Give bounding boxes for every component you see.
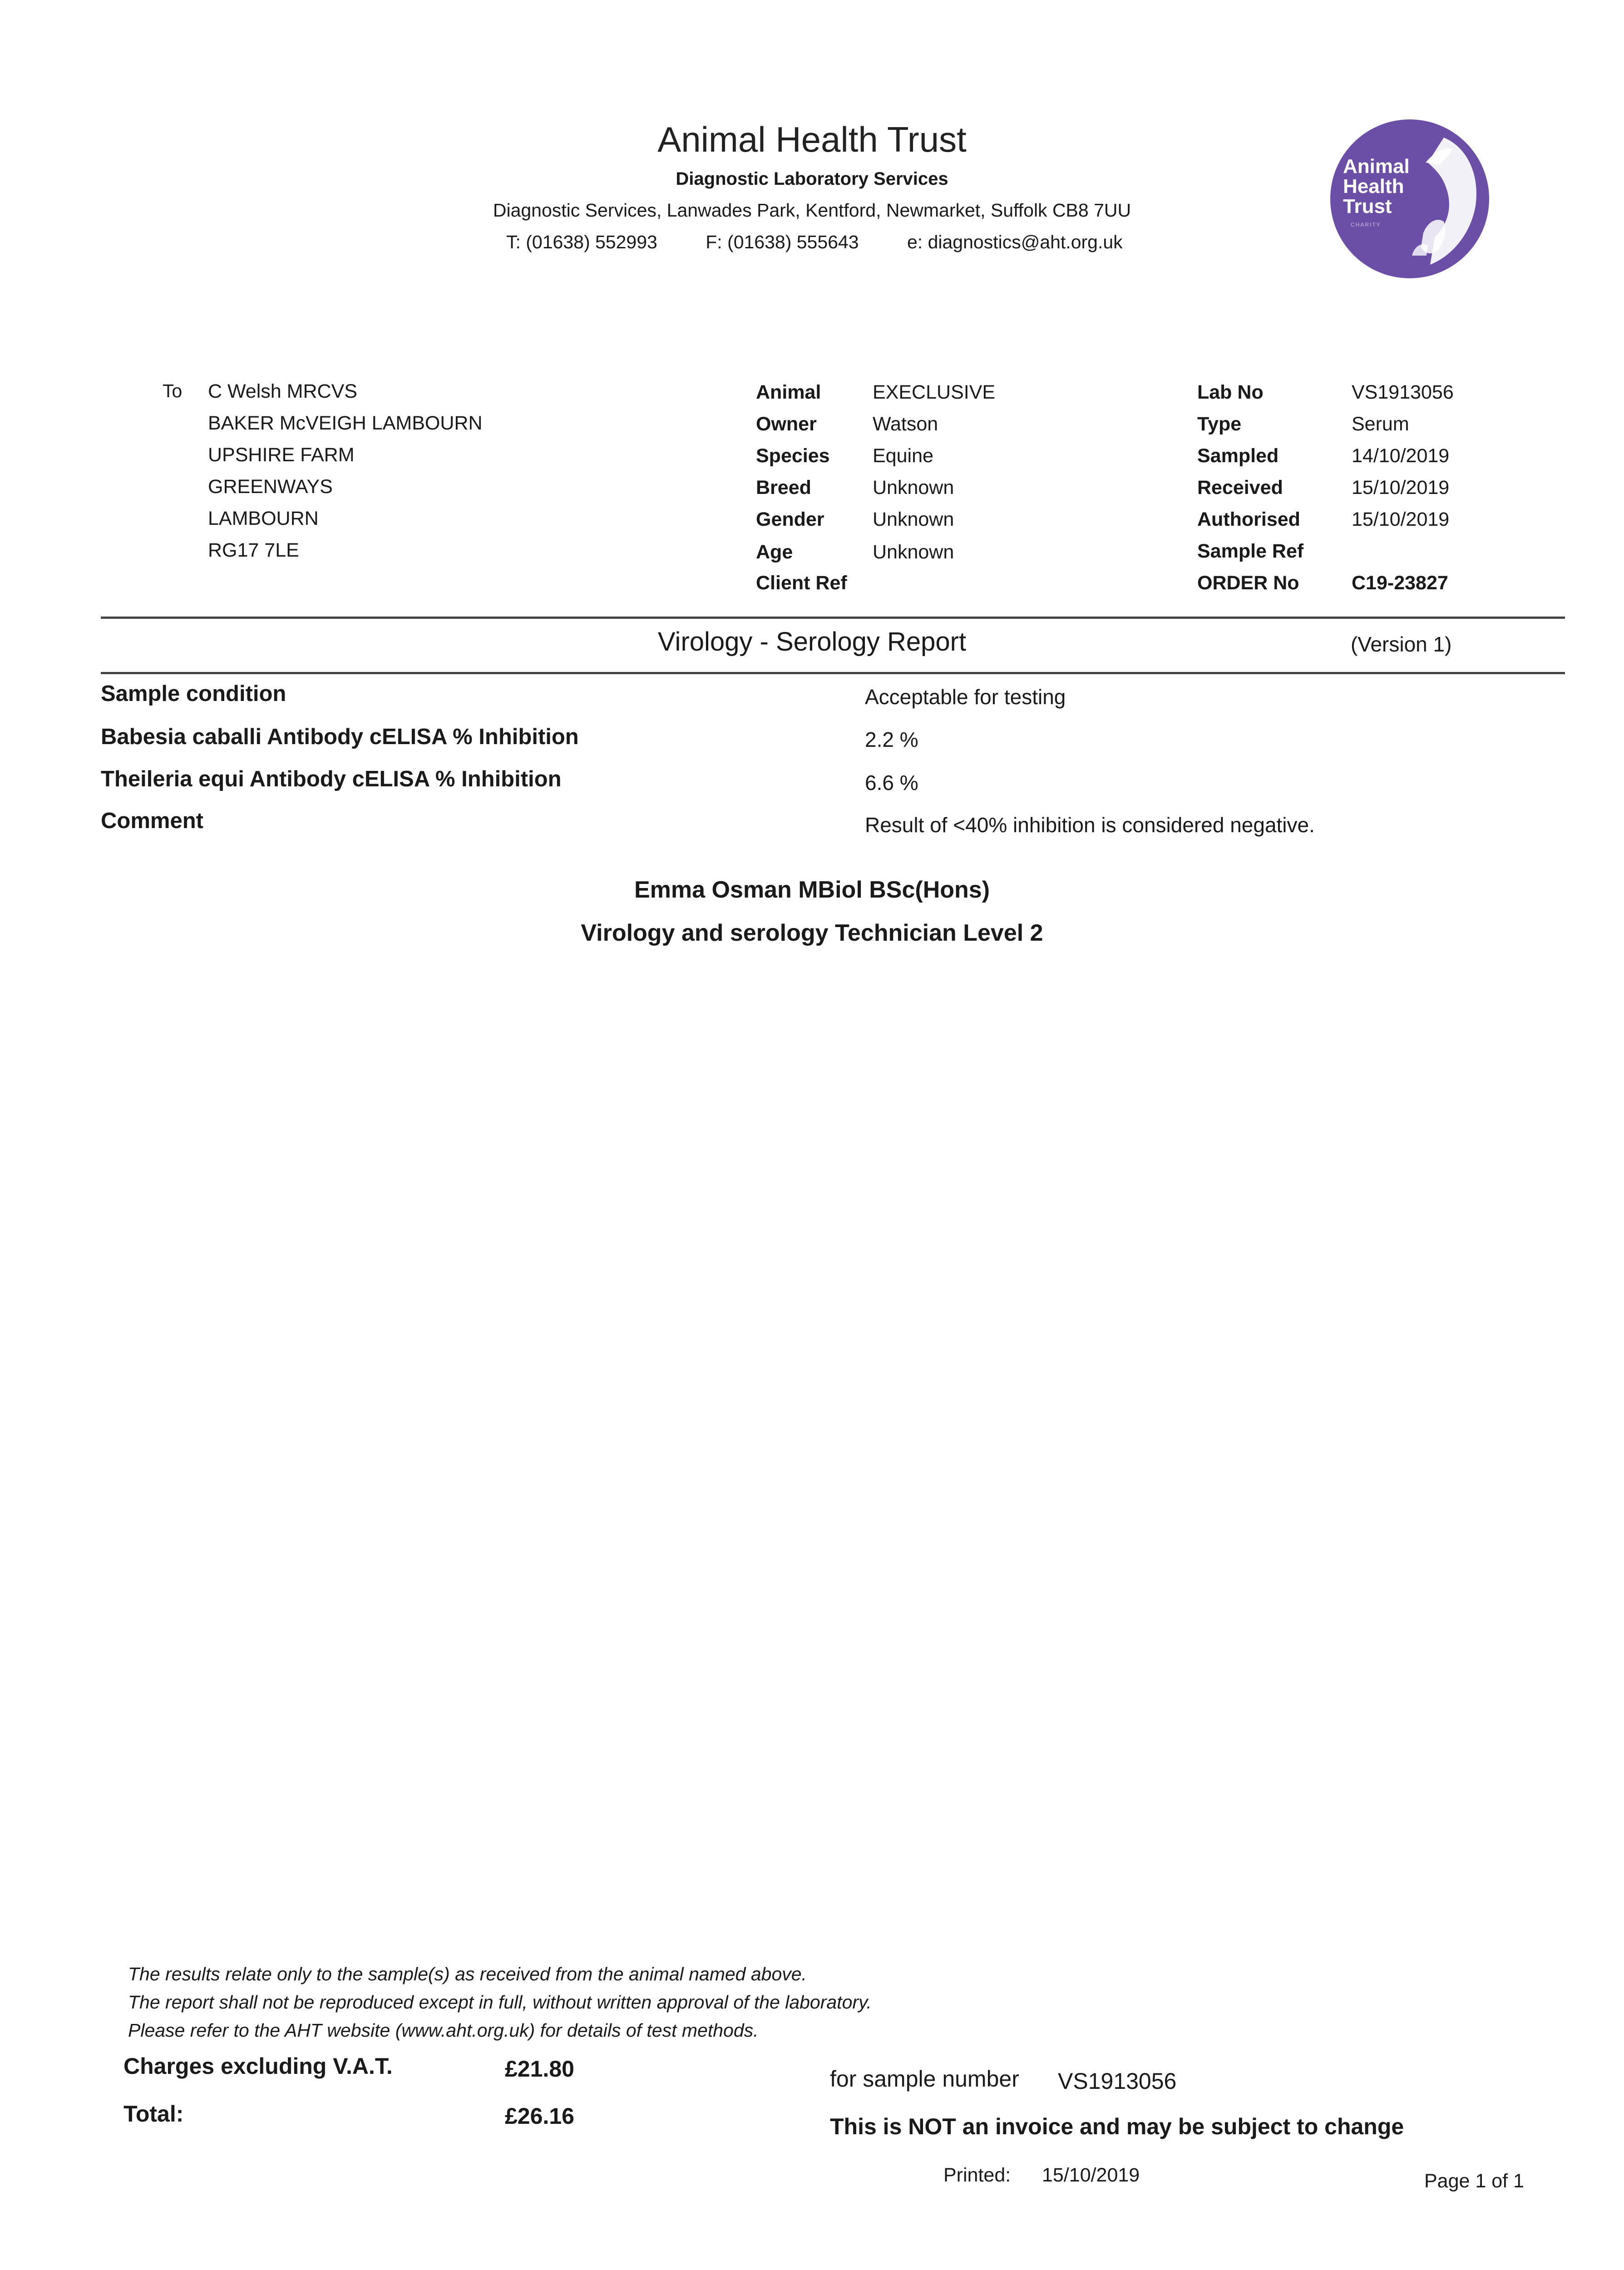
result-label: Babesia caballi Antibody cELISA % Inhibition <box>101 725 579 749</box>
not-invoice-notice: This is NOT an invoice and may be subject to change <box>830 2114 1404 2139</box>
result-value: Acceptable for testing <box>865 685 1066 709</box>
signatory-role: Virology and serology Technician Level 2 <box>581 920 1043 946</box>
authorised-value: 15/10/2019 <box>1352 508 1450 530</box>
sample-ref-label: Sample Ref <box>1197 540 1304 562</box>
recipient-line: BAKER McVEIGH LAMBOURN <box>208 412 483 434</box>
phone-number: T: (01638) 552993 <box>506 232 657 252</box>
type-value: Serum <box>1352 413 1409 435</box>
order-no-value: C19-23827 <box>1352 572 1448 594</box>
recipient-line: LAMBOURN <box>208 508 319 529</box>
sampled-value: 14/10/2019 <box>1352 445 1450 467</box>
order-no-label: ORDER No <box>1197 572 1299 594</box>
recipient-line: RG17 7LE <box>208 539 299 561</box>
gender-label: Gender <box>756 508 824 530</box>
authorised-label: Authorised <box>1197 508 1300 530</box>
recipient-line: GREENWAYS <box>208 476 333 498</box>
divider-top <box>101 617 1565 619</box>
breed-label: Breed <box>756 477 811 498</box>
result-value: Result of <40% inhibition is considered negative. <box>865 813 1315 837</box>
gender-value: Unknown <box>873 508 954 530</box>
org-name: Animal Health Trust <box>657 119 967 159</box>
age-value: Unknown <box>873 541 954 563</box>
client-ref-label: Client Ref <box>756 572 847 594</box>
received-label: Received <box>1197 477 1283 498</box>
species-value: Equine <box>873 445 933 467</box>
for-sample-label: for sample number <box>830 2066 1019 2092</box>
fax-number: F: (01638) 555643 <box>706 232 859 252</box>
lab-no-label: Lab No <box>1197 381 1264 403</box>
owner-label: Owner <box>756 413 817 435</box>
printed-date: 15/10/2019 <box>1042 2164 1140 2186</box>
result-label: Theileria equi Antibody cELISA % Inhibition <box>101 767 562 791</box>
logo-wordmark: Animal Health Trust <box>1343 155 1410 217</box>
total-value: £26.16 <box>505 2103 574 2129</box>
for-sample-value: VS1913056 <box>1058 2068 1177 2094</box>
divider-bottom <box>101 672 1565 674</box>
result-label: Sample condition <box>101 681 286 706</box>
to-label: To <box>163 380 183 401</box>
result-value: 2.2 % <box>865 728 918 751</box>
animal-value: EXECLUSIVE <box>873 381 996 403</box>
result-label: Comment <box>101 809 203 833</box>
animal-label: Animal <box>756 381 821 403</box>
charges-value: £21.80 <box>505 2056 574 2082</box>
recipient-line: C Welsh MRCVS <box>208 380 357 402</box>
printed-label: Printed: <box>943 2164 1011 2186</box>
sampled-label: Sampled <box>1197 445 1279 467</box>
signatory-name: Emma Osman MBiol BSc(Hons) <box>634 877 990 903</box>
type-label: Type <box>1197 413 1242 435</box>
recipient-line: UPSHIRE FARM <box>208 444 355 466</box>
disclaimer-line: The report shall not be reproduced except in full, without written approval of the laboratory. <box>128 1992 872 2013</box>
received-value: 15/10/2019 <box>1352 477 1450 498</box>
owner-value: Watson <box>873 413 938 435</box>
age-label: Age <box>756 541 793 563</box>
breed-value: Unknown <box>873 477 954 498</box>
disclaimer-line: Please refer to the AHT website (www.aht.org.uk) for details of test methods. <box>128 2020 759 2041</box>
org-address: Diagnostic Services, Lanwades Park, Kentford, Newmarket, Suffolk CB8 7UU <box>493 200 1131 221</box>
result-value: 6.6 % <box>865 771 918 794</box>
page-number: Page 1 of 1 <box>1424 2170 1524 2192</box>
report-title: Virology - Serology Report <box>657 627 967 656</box>
contact-row <box>506 232 1166 253</box>
disclaimer-line: The results relate only to the sample(s) as received from the animal named above. <box>128 1964 807 1984</box>
department-name: Diagnostic Laboratory Services <box>676 169 948 189</box>
charges-label: Charges excluding V.A.T. <box>123 2053 393 2079</box>
report-version: (Version 1) <box>1351 632 1452 656</box>
species-label: Species <box>756 445 830 467</box>
logo-subtext: CHARITY <box>1351 222 1381 228</box>
lab-no-value: VS1913056 <box>1352 381 1454 403</box>
email-address: e: diagnostics@aht.org.uk <box>907 232 1123 252</box>
aht-logo <box>1330 119 1489 278</box>
total-label: Total: <box>123 2101 184 2127</box>
